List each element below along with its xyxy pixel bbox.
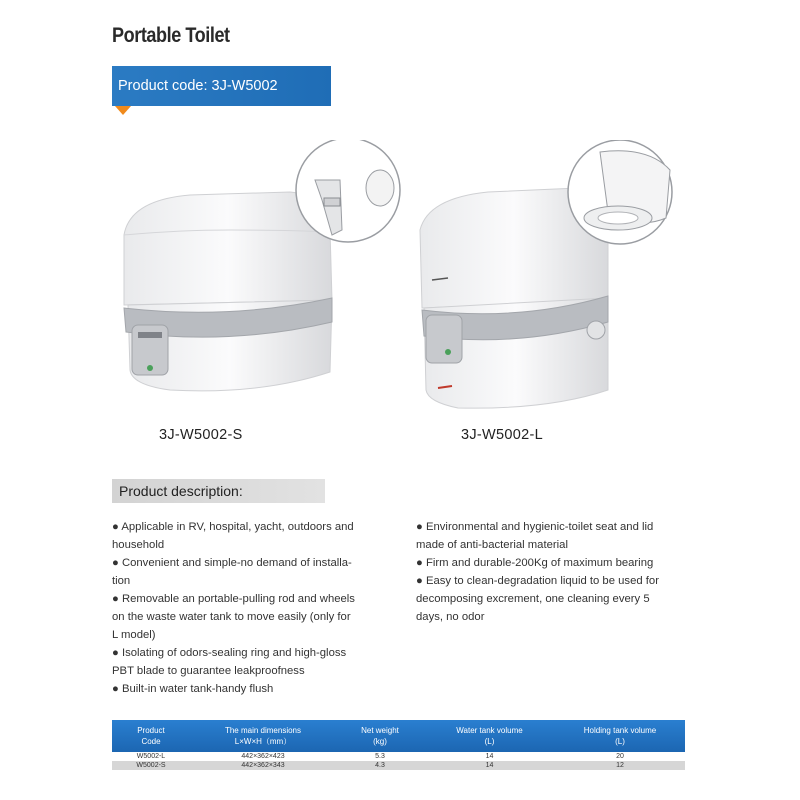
header-line: Holding tank volume [583,726,657,735]
table-cell: W5002-L [112,752,190,761]
table-cell: 5.3 [336,752,424,761]
list-item: made of anti-bacterial material [416,539,568,551]
header-holding-tank [555,720,685,752]
list-item: ● Convenient and simple-no demand of installa- [112,557,352,569]
model-label-l: 3J-W5002-L [461,427,543,443]
table-cell: 12 [555,761,685,770]
table-cell: 442×362×343 [190,761,336,770]
page-title: Portable Toilet [112,24,230,47]
toilet-s-image [110,140,430,420]
header-line: Net weight [361,726,399,735]
header-dimensions [190,720,336,752]
header-line: (L) [484,737,495,746]
list-item: tion [112,575,131,587]
product-code-banner: Product code: 3J-W5002 [112,66,331,106]
spec-table [112,720,685,770]
table-cell: W5002-S [112,761,190,770]
table-row [112,761,685,770]
header-line: Water tank volume [456,726,523,735]
header-line: The main dimensions [224,726,302,735]
list-item: ● Built-in water tank-handy flush [112,683,274,695]
list-item: ● Firm and durable-200Kg of maximum bearing [416,557,654,569]
list-item: days, no odor [416,611,485,623]
list-item: L model) [112,629,156,641]
list-item: ● Easy to clean-degradation liquid to be used for [416,575,659,587]
description-right-list [416,518,688,626]
list-item: decomposing excrement, one cleaning every 5 [416,593,650,605]
header-product-code [112,720,190,752]
header-net-weight [336,720,424,752]
toilet-l-image [408,140,708,420]
list-item: ● Environmental and hygienic-toilet seat and lid [416,521,654,533]
list-item: on the waste water tank to move easily (only for [112,611,351,623]
description-left-list [112,518,382,698]
table-cell: 14 [424,752,555,761]
header-line: (kg) [373,737,387,746]
table-row [112,752,685,761]
header-line: Code [141,737,161,746]
description-heading: Product description: [112,479,325,503]
table-cell: 14 [424,761,555,770]
list-item: ● Isolating of odors-sealing ring and high-gloss [112,647,347,659]
list-item: household [112,539,165,551]
table-cell: 442×362×423 [190,752,336,761]
header-water-tank [424,720,555,752]
table-header-row [112,720,685,752]
table-cell: 20 [555,752,685,761]
header-line: (L) [615,737,625,746]
header-line: Product [137,726,165,735]
list-item: ● Removable an portable-pulling rod and wheels [112,593,355,605]
table-cell: 4.3 [336,761,424,770]
list-item: ● Applicable in RV, hospital, yacht, outdoors and [112,521,354,533]
header-line: L×W×H（mm） [234,737,292,746]
list-item: PBT blade to guarantee leakproofness [112,665,305,677]
model-label-s: 3J-W5002-S [159,427,243,443]
